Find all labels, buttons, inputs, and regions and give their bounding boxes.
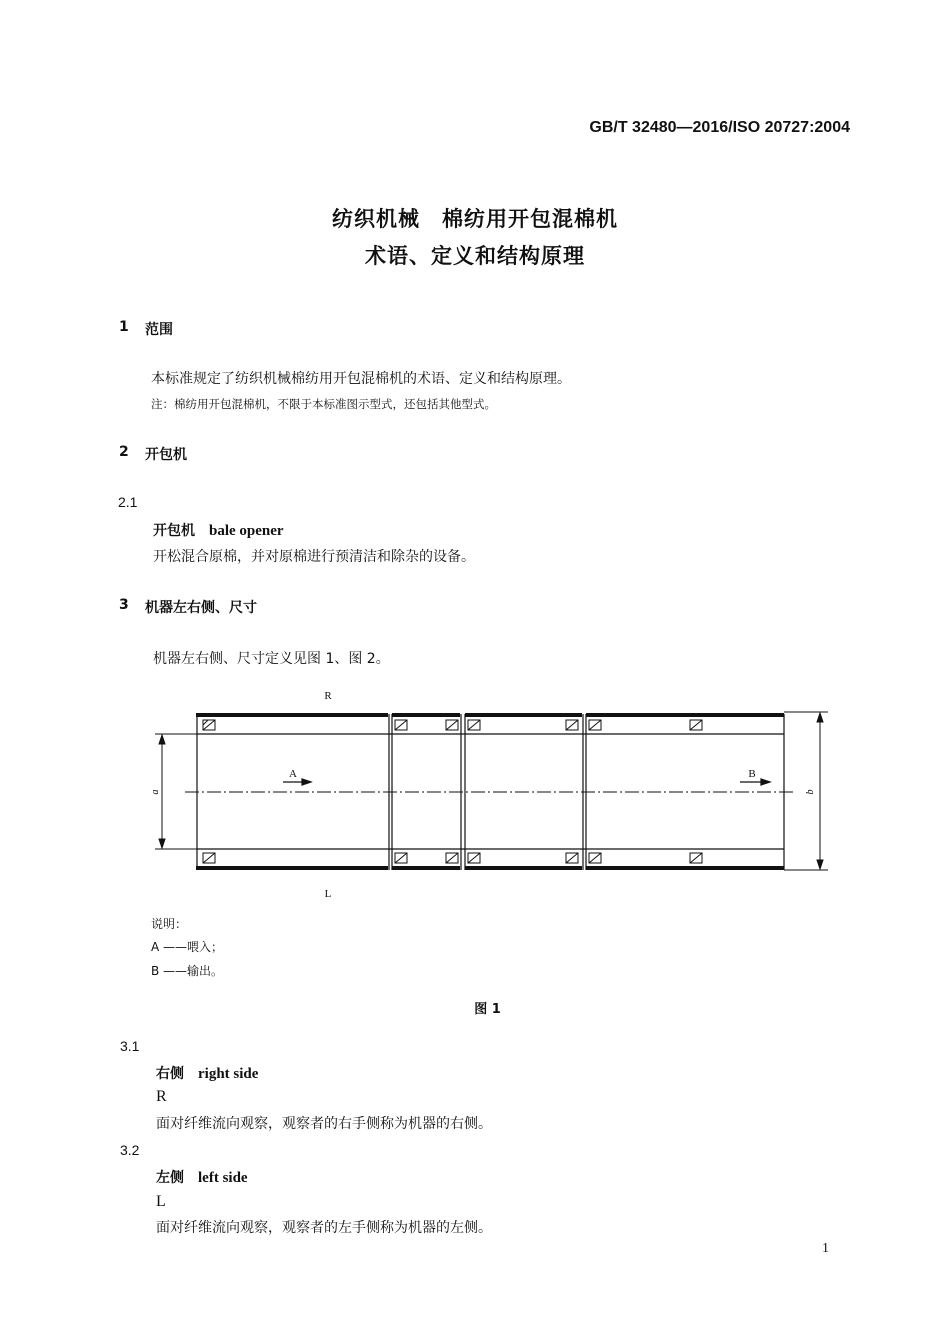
term-en: bale opener <box>209 523 284 539</box>
standard-number: GB/T 32480—2016/ISO 20727:2004 <box>589 119 850 136</box>
figure-key-item-b: B ——输出。 <box>151 964 224 978</box>
clause-3-2-definition: 面对纤维流向观察，观察者的左手侧称为机器的左侧。 <box>156 1220 492 1236</box>
hatched-supports-bottom <box>203 853 702 863</box>
label-output-b: B <box>748 768 756 780</box>
term-zh: 右侧 <box>156 1066 184 1082</box>
clause-3-1-definition: 面对纤维流向观察，观察者的右手侧称为机器的右侧。 <box>156 1116 492 1132</box>
figure-key-title: 说明： <box>151 917 188 931</box>
section-1-body: 本标准规定了纺织机械棉纺用开包混棉机的术语、定义和结构原理。 <box>151 371 571 387</box>
figure-key-item-a: A ——喂入； <box>151 940 224 954</box>
label-right-side: R <box>324 690 332 702</box>
section-2-number: 2 <box>119 444 129 460</box>
term-zh: 开包机 <box>153 523 195 539</box>
section-1-note: 注：棉纺用开包混棉机，不限于本标准图示型式，还包括其他型式。 <box>151 397 496 411</box>
term-en: right side <box>198 1066 259 1082</box>
clause-2-1-number: 2.1 <box>118 494 138 510</box>
clause-3-2-number: 3.2 <box>120 1142 140 1158</box>
section-3-number: 3 <box>119 597 129 613</box>
section-1-number: 1 <box>119 319 129 335</box>
clause-3-1-term <box>156 1063 258 1083</box>
document-title-line-2: 术语、定义和结构原理 <box>365 244 585 268</box>
label-feed-a: A <box>289 768 297 780</box>
section-3-body: 机器左右侧、尺寸定义见图 1、图 2。 <box>153 651 390 667</box>
label-left-side: L <box>324 888 332 900</box>
document-title-line-1: 纺织机械 棉纺用开包混棉机 <box>332 207 618 231</box>
clause-2-1-term <box>153 520 284 540</box>
label-dimension-a: a <box>150 789 161 795</box>
figure-1-diagram <box>0 680 950 910</box>
label-dimension-b: b <box>805 789 816 795</box>
clause-3-2-symbol: L <box>156 1193 166 1210</box>
term-zh: 左侧 <box>156 1170 184 1186</box>
clause-2-1-definition: 开松混合原棉，并对原棉进行预清洁和除杂的设备。 <box>153 549 475 565</box>
section-2-title: 开包机 <box>145 447 187 463</box>
clause-3-1-number: 3.1 <box>120 1038 140 1054</box>
page-number: 1 <box>822 1241 829 1256</box>
section-1-title: 范围 <box>145 322 173 338</box>
clause-3-1-symbol: R <box>156 1088 167 1105</box>
section-3-title: 机器左右侧、尺寸 <box>145 600 257 616</box>
figure-1-caption: 图 1 <box>474 1002 501 1017</box>
clause-3-2-term <box>156 1167 248 1187</box>
feed-arrow-head <box>302 779 311 785</box>
output-arrow-head <box>761 779 770 785</box>
hatched-supports-top <box>203 720 702 730</box>
term-en: left side <box>198 1170 248 1186</box>
